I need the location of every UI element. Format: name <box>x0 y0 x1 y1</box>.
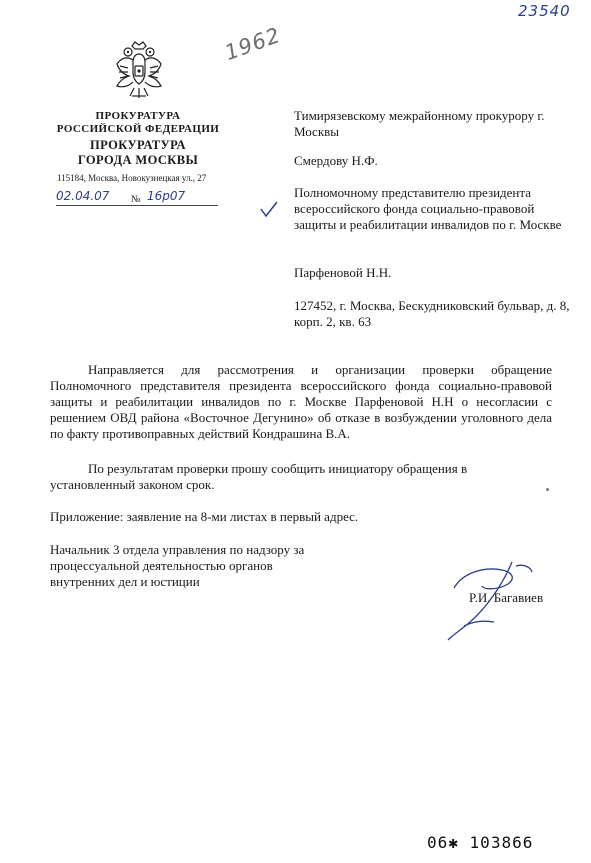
org-name-line4: ГОРОДА МОСКВЫ <box>77 153 199 167</box>
registration-number: 16р07 <box>147 189 186 203</box>
org-name-line1: ПРОКУРАТУРА <box>95 110 181 122</box>
recipient-representative-name: Парфеновой Н.Н. <box>294 265 392 280</box>
star-icon: ✱ <box>448 833 459 852</box>
recipient-prosecutor-name: Смердову Н.Ф. <box>294 153 378 168</box>
body-paragraph-2: По результатам проверки прошу сообщить инициатору обращения в установленный законом срок. <box>50 461 468 492</box>
recipient-address: 127452, г. Москва, Бескудниковский бульвар, д. 8, корп. 2, кв. 63 <box>294 298 570 329</box>
handwritten-check-icon <box>259 200 279 218</box>
org-address: 115184, Москва, Новокузнецкая ул., 27 <box>57 173 207 183</box>
form-serial-number <box>427 833 533 852</box>
form-number: 103866 <box>469 833 534 852</box>
registration-date: 02.04.07 <box>56 189 110 203</box>
body-paragraph-1: Направляется для рассмотрения и организации проверки обращение Полномочного представителя президента всероссийского фонда социально-правовой защиты и реабилитации инвалидов по г. Москве Парфеновой Н.Н о несогласии с решением ОВД района «Восточное Дегунино» об отказе в возбуждении уголовного дела по факту противоправных действий Кондрашина В.А. <box>50 362 552 441</box>
org-name-line2: РОССИЙСКОЙ ФЕДЕРАЦИИ <box>56 123 220 135</box>
recipient-representative: Полномочному представителю президента всероссийского фонда социально-правовой защиты и реабилитации инвалидов по г. Москве <box>294 185 562 232</box>
scan-speck <box>546 488 549 491</box>
org-name-line3: ПРОКУРАТУРА <box>90 138 186 152</box>
signatory-name: Р.И. Багавиев <box>469 590 544 605</box>
handwritten-corner-number: 23540 <box>518 2 571 20</box>
registration-number-sign: № <box>131 194 141 205</box>
coat-of-arms-icon <box>110 40 168 102</box>
registration-underline <box>56 205 218 206</box>
handwritten-margin-number: 1962 <box>221 22 284 66</box>
attachment-note: Приложение: заявление на 8-ми листах в первый адрес. <box>50 509 359 524</box>
form-series: 06 <box>427 833 449 852</box>
signatory-title: Начальник 3 отдела управления по надзору за процессуальной деятельностью органов внутренних дел и юстиции <box>50 542 305 589</box>
recipient-prosecutor: Тимирязевскому межрайонному прокурору г. Москвы <box>294 108 545 139</box>
